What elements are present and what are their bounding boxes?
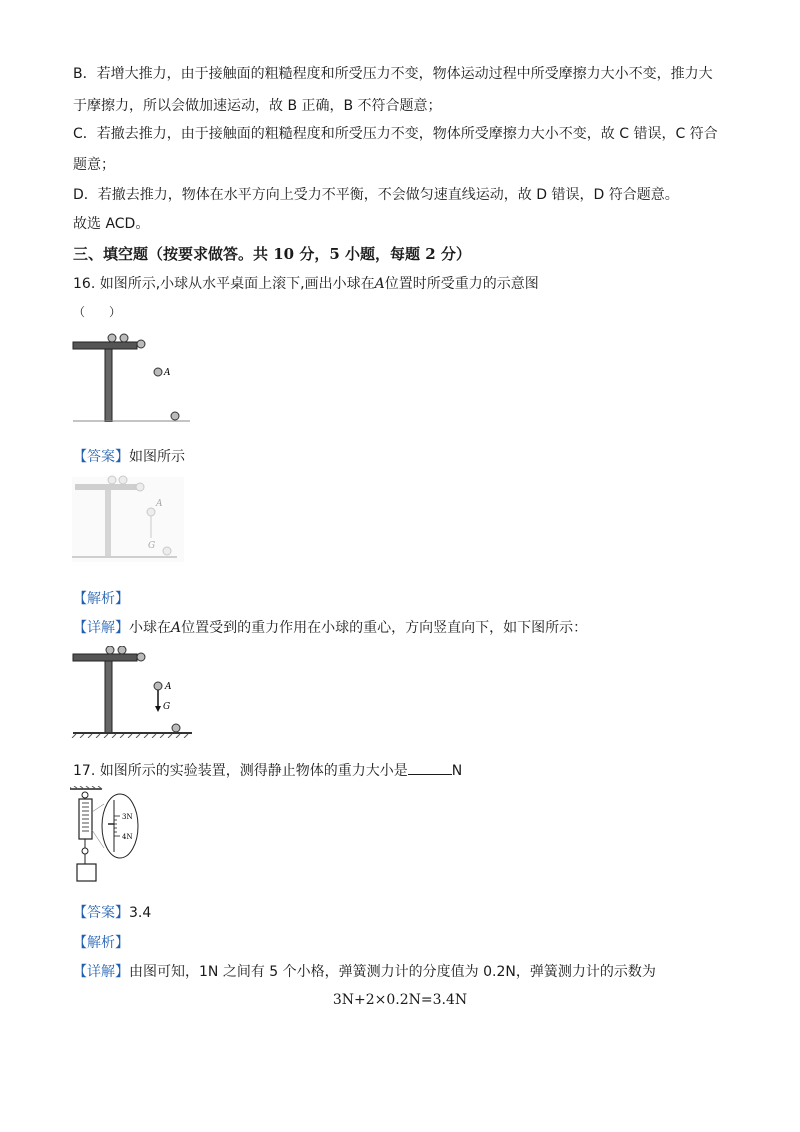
fig2-label-g: G <box>148 541 156 551</box>
q16-figure-detail <box>70 646 200 738</box>
paragraph-c-line2: 题意； <box>73 157 115 173</box>
q17-detail <box>73 962 656 982</box>
q17-analysis-tag: 【解析】 <box>73 935 129 951</box>
q17-detail-tag: 【详解】 <box>73 964 129 980</box>
q16-stem-var: A <box>374 276 385 292</box>
q16-analysis-tag: 【解析】 <box>73 591 129 607</box>
q17-stem-text: 17. 如图所示的实验装置，测得静止物体的重力大小是 <box>73 763 408 779</box>
q16-stem-pre: 16. 如图所示,小球从水平桌面上滚下,画出小球在 <box>73 276 375 292</box>
fig1-label-a: A <box>164 368 171 378</box>
q16-detail-pre: 小球在 <box>129 620 171 636</box>
q16-answer <box>73 447 185 467</box>
paragraph-b-line2: 于摩擦力，所以会做加速运动，故 B 正确，B 不符合题意； <box>73 98 442 114</box>
q17-unit: N <box>451 763 463 779</box>
q17-figure-spring-scale <box>70 786 145 886</box>
scale-label-4n: 4N <box>122 833 133 841</box>
fig3-label-g: G <box>163 702 171 712</box>
q16-paren: （ ） <box>73 305 122 319</box>
q17-answer <box>73 903 151 923</box>
scale-label-3n: 3N <box>122 813 133 821</box>
q16-answer-text: 如图所示 <box>129 449 185 465</box>
q17-answer-tag: 【答案】 <box>73 905 129 921</box>
q16-detail-tag: 【详解】 <box>73 620 129 636</box>
q16-detail-var: A <box>171 620 182 636</box>
q16-stem-post: 位置时所受重力的示意图 <box>384 276 539 292</box>
q16-detail-post: 位置受到的重力作用在小球的重心，方向竖直向下，如下图所示： <box>181 620 588 636</box>
fig3-label-a: A <box>165 682 172 692</box>
q16-answer-tag: 【答案】 <box>73 449 129 465</box>
q17-detail-text: 由图可知，1N 之间有 5 个小格，弹簧测力计的分度值为 0.2N，弹簧测力计的示数为 <box>129 964 656 980</box>
q16-figure-answer <box>72 472 184 562</box>
fig2-label-a: A <box>156 499 163 509</box>
q16-stem <box>73 274 539 294</box>
paragraph-d-line1: D．若撤去推力，物体在水平方向上受力不平衡，不会做匀速直线运动，故 D 错误，D 符合题意。 <box>73 187 679 203</box>
paragraph-b-line1: B．若增大推力，由于接触面的粗糙程度和所受压力不变，物体运动过程中所受摩擦力大小不变，推力大 <box>73 66 713 82</box>
q17-answer-text: 3.4 <box>129 905 152 921</box>
q17-blank[interactable] <box>408 760 452 775</box>
q16-detail <box>73 618 587 638</box>
q17-formula: 3N+2×0.2N=3.4N <box>332 992 468 1008</box>
paragraph-c-line1: C．若撤去推力，由于接触面的粗糙程度和所受压力不变，物体所受摩擦力大小不变，故 C 错误，C 符合 <box>73 126 718 142</box>
section-heading: 三、填空题（按要求做答。共 10 分，5 小题，每题 2 分） <box>73 245 471 263</box>
q17-stem <box>73 760 462 781</box>
conclusion-line: 故选 ACD。 <box>73 216 150 232</box>
q16-figure-question <box>70 332 200 422</box>
